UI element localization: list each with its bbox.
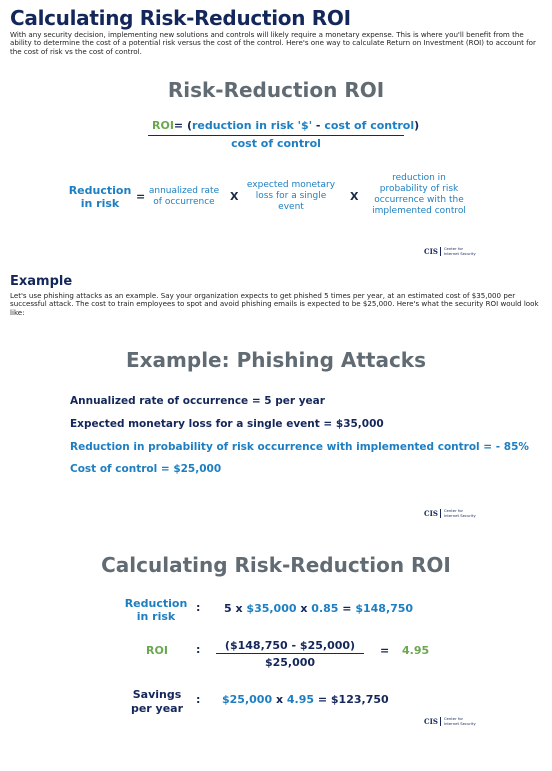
- sav-x: x: [272, 693, 287, 706]
- roi-denominator: cost of control: [231, 137, 321, 150]
- cis-logo-3: [424, 717, 476, 726]
- cis-logo-text-2: [444, 509, 476, 517]
- roi-label: ROI: [152, 119, 174, 132]
- calc-x-1: x: [231, 602, 247, 615]
- cis-logo-text-3: [444, 717, 476, 725]
- example-line-reduction: Reduction in probability of risk occurrence with implemented control = - 85%: [70, 441, 529, 453]
- roi-formula-numerator: [152, 119, 419, 132]
- roi-fraction-line: [148, 135, 404, 136]
- calc-35000: $35,000: [246, 602, 297, 615]
- roi-calc-numerator: ($148,750 - $25,000): [224, 639, 356, 652]
- numerator-part1: reduction in risk '$': [192, 119, 313, 132]
- logo-line2: Internet Security: [443, 250, 476, 256]
- calc-085: 0.85: [311, 602, 339, 615]
- calc-result: $148,750: [355, 602, 414, 615]
- intro-paragraph: With any security decision, implementing new solutions and controls will likely require a monetary expense. This is where you'll benefit from the ability to determine the cost of a potential risk versus the cost of the control. Here's one way to calculate Return on Investment (ROI) to account for the cost of risk vs the cost of control.: [10, 30, 536, 56]
- logo2-line2: Internet Security: [443, 512, 476, 518]
- calc-colon-2: :: [196, 643, 201, 656]
- sav-result: $123,750: [330, 693, 389, 706]
- equals-open: = (: [173, 119, 192, 132]
- times-sign-2: X: [350, 190, 359, 203]
- savings-line2: per year: [130, 702, 184, 715]
- term2-line3: event: [278, 202, 304, 212]
- close-paren: ): [414, 119, 420, 132]
- sav-495: 4.95: [286, 693, 315, 706]
- logo3-line2: Internet Security: [443, 720, 476, 726]
- reduction-in-risk-label: [68, 184, 132, 210]
- term3-line4: implemented control: [372, 206, 466, 216]
- savings-label: [126, 688, 188, 716]
- term-probability-reduction: [366, 173, 472, 217]
- cis-logo-2: [424, 509, 476, 518]
- term3-line2: probability of risk: [379, 184, 459, 194]
- savings-line1: Savings: [132, 688, 182, 701]
- logo-line1: Center for: [443, 246, 464, 252]
- calc-roi-label: ROI: [146, 644, 168, 657]
- term3-line3: occurrence with the: [374, 195, 464, 205]
- example-paragraph: Let's use phishing attacks as an example. Say your organization expects to get phished 5 times per year, at an estimated cost of $35,000 per successful attack. The cost to train employees to spot and avoid phishing emails is expected to be $25,000. Here's what the security ROI would look like:: [10, 291, 539, 317]
- calc-reduction-line2: in risk: [136, 610, 176, 623]
- minus-sign: -: [312, 119, 325, 132]
- sav-25000: $25,000: [222, 693, 273, 706]
- reduction-line2: in risk: [80, 197, 120, 210]
- logo2-line1: Center for: [443, 508, 464, 514]
- equals-sign: =: [136, 190, 146, 203]
- cis-logo-mark-2: CIS: [424, 509, 441, 518]
- roi-calc-equals: =: [380, 644, 390, 657]
- term2-line2: loss for a single: [255, 191, 327, 201]
- logo3-line1: Center for: [443, 716, 464, 722]
- term2-line1: expected monetary: [246, 180, 336, 190]
- calc-colon-3: :: [196, 693, 201, 706]
- cis-logo-text: [444, 247, 476, 255]
- term1-line2: of occurrence: [153, 197, 215, 207]
- term-expected-loss: [244, 180, 338, 213]
- example-line-rate: Annualized rate of occurrence = 5 per year: [70, 395, 325, 407]
- roi-calc-denominator: $25,000: [264, 656, 316, 669]
- calc-colon-1: :: [196, 601, 201, 614]
- cis-logo: [424, 247, 476, 256]
- calc-eq: =: [338, 602, 356, 615]
- example-heading: Example: [10, 274, 73, 289]
- page-title: Calculating Risk-Reduction ROI: [10, 6, 351, 30]
- example-line-cost: Cost of control = $25,000: [70, 463, 222, 475]
- calc-reduction-label: [124, 597, 188, 623]
- panel3-title: Calculating Risk-Reduction ROI: [101, 553, 451, 577]
- example-line-loss: Expected monetary loss for a single event = $35,000: [70, 418, 384, 430]
- term3-line1: reduction in: [392, 173, 446, 183]
- calc-5: 5: [224, 602, 232, 615]
- calc-reduction-line1: Reduction: [124, 597, 188, 610]
- reduction-line1: Reduction: [68, 184, 132, 197]
- numerator-part2: cost of control: [324, 119, 415, 132]
- cis-logo-mark: CIS: [424, 247, 441, 256]
- calc-reduction-expression: [224, 602, 413, 615]
- times-sign-1: X: [230, 190, 239, 203]
- term1-line1: annualized rate: [148, 186, 220, 196]
- savings-expression: [222, 693, 389, 706]
- panel2-title: Example: Phishing Attacks: [125, 348, 427, 372]
- roi-calc-result: 4.95: [402, 644, 430, 657]
- term-annualized-rate: [146, 186, 222, 208]
- roi-calc-fraction-line: [216, 653, 364, 654]
- calc-x-2: x: [296, 602, 312, 615]
- sav-eq: =: [314, 693, 331, 706]
- cis-logo-mark-3: CIS: [424, 717, 441, 726]
- panel1-title: Risk-Reduction ROI: [167, 78, 385, 102]
